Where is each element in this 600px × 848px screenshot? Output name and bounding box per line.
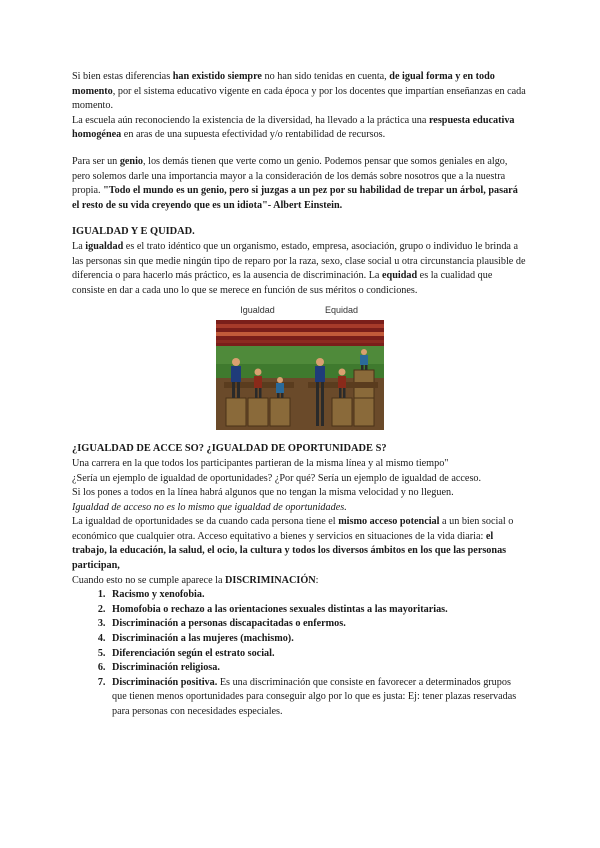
- paragraph-discrimination-intro: Cuando esto no se cumple aparece la DISCRIMINACIÓN:: [72, 574, 319, 586]
- paragraph-school: La escuela aún reconociendo la existencia de la diversidad, ha llevado a la práctica una respuesta educativa homogénea en aras de una supuesta efectividad y/o rentabilidad de recursos.: [72, 114, 515, 141]
- section-title-access-opportunities: ¿IGUALDAD DE ACCE SO? ¿IGUALDAD DE OPORTUNIDADE S?: [72, 443, 387, 455]
- paragraph-race: Una carrera en la que todos los participantes partieran de la misma línea y al mismo tiempo": [72, 457, 449, 469]
- paragraph-speed: Si los pones a todos en la línea habrá algunos que no tengan la misma velocidad y no lleguen.: [72, 487, 454, 499]
- list-item: 1. Racismo y xenofobia.: [108, 588, 527, 603]
- list-item: 6. Discriminación religiosa.: [108, 661, 527, 676]
- list-item: 2. Homofobia o rechazo a las orientaciones sexuales distintas a las mayoritarias.: [108, 603, 527, 618]
- label-equality: Igualdad: [240, 305, 275, 316]
- paragraph-equality-definition: La igualdad es el trato idéntico que un organismo, estado, empresa, asociación, grupo o individuo le brinda a las personas sin que medie ningún tipo de reparo por la raza, sexo, clase social u otra circunstancia plausible de diferencia o para hacerlo más práctico, es la ausencia de discriminación. La equidad es la cualidad que consiste en dar a cada uno lo que se merece en función de sus méritos o condiciones.: [72, 240, 526, 296]
- paragraph-question: ¿Sería un ejemplo de igualdad de oportunidades? ¿Por qué? Sería un ejemplo de igualdad de acceso.: [72, 472, 482, 484]
- list-item: 3. Discriminación a personas discapacitadas o enfermos.: [108, 617, 527, 632]
- label-equity: Equidad: [324, 305, 359, 316]
- panel-equality: [216, 304, 300, 430]
- paragraph-genius: Para ser un genio, los demás tienen que verte como un genio. Podemos pensar que somos geniales en algo, pero solemos darle una importancia mayor a la consideración de los demás sobre nosotros que a la nuestra propia. "Todo el mundo es un genio, pero si juzgas a un pez por su habilidad de trepar un árbol, pasará el resto de su vida creyendo que es un idiota"- Albert Einstein.: [72, 155, 518, 211]
- paragraph-opportunities: La igualdad de oportunidades se da cuando cada persona tiene el mismo acceso potencial a un bien social o económico que cualquier otra. Acceso equitativo a bienes y servicios en situaciones de la vida diaria: el trabajo, la educación, la salud, el ocio, la cultura y todos los diversos ámbitos en los que las personas participan,: [72, 516, 514, 572]
- panel-equity: [300, 304, 384, 430]
- equality-equity-illustration: [72, 304, 527, 430]
- list-item: 4. Discriminación a las mujeres (machismo).: [108, 632, 527, 647]
- equity-picture: [300, 320, 384, 430]
- document-page: [72, 70, 527, 720]
- list-item: 7. Discriminación positiva. Es una discriminación que consiste en favorecer a determinados grupos que tienen menos oportunidades para conseguir algo por lo que es justa: Ej: tener plazas reservadas para personas con necesidades especiales.: [108, 676, 527, 720]
- paragraph-differences: Si bien estas diferencias han existido siempre no han sido tenidas en cuenta, de igual forma y en todo momento, por el sistema educativo vigente en cada época y por los docentes que impartían enseñanzas en cada momento.: [72, 71, 526, 112]
- section-title-equality-equity: IGUALDAD Y E QUIDAD.: [72, 226, 195, 238]
- discrimination-list: [72, 588, 527, 719]
- paragraph-access-note: Igualdad de acceso no es lo mismo que igualdad de oportunidades.: [72, 501, 347, 513]
- equality-picture: [216, 320, 300, 430]
- list-item: 5. Diferenciación según el estrato social.: [108, 647, 527, 662]
